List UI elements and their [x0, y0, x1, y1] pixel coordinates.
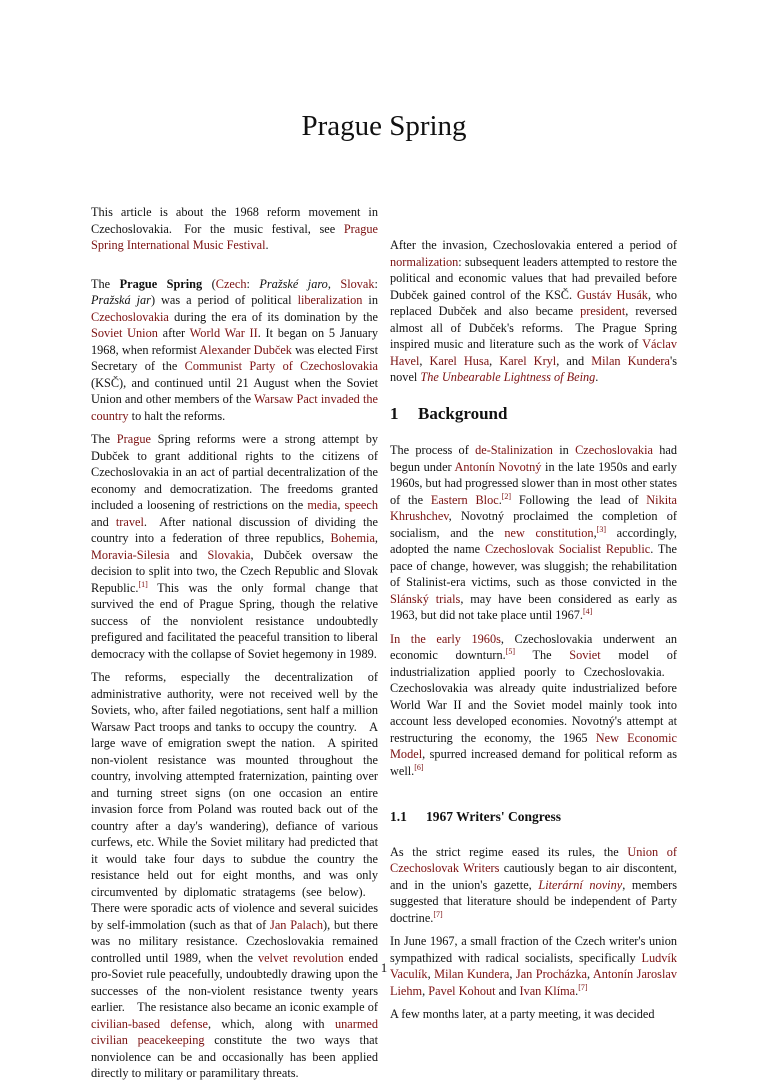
link-alexander-dubcek[interactable]: Alexander Dubček: [199, 342, 292, 357]
link-czechoslovakia-2[interactable]: Czechoslovakia: [575, 443, 653, 457]
text: in the late 1950s and early 1960s, but had progressed slower than in most other states of the: [390, 459, 677, 507]
link-normalization[interactable]: normalization: [390, 254, 459, 269]
economy-paragraph: [390, 631, 677, 780]
text: : subsequent leaders attempted to restore the political and economic values that had prevailed before Dubček gained control of the KSČ.: [390, 254, 677, 302]
italic-term: Pražské jaro: [259, 276, 328, 291]
text: The process of: [390, 443, 476, 457]
text: ,: [337, 498, 345, 512]
text: constitute the two ways that nonviolence can be and occasionally has been applied directly to military or paramilitary threats.: [91, 1033, 379, 1080]
section-title: Background: [418, 403, 508, 423]
link-invaded-the-country[interactable]: invaded the country: [91, 392, 379, 423]
link-slansky-trials[interactable]: Slánský trials: [390, 591, 461, 606]
link-velvet-revolution[interactable]: velvet revolution: [257, 950, 344, 965]
link-de-stalinization[interactable]: de-Stalinization: [475, 443, 553, 457]
link-union-of-writers[interactable]: Union of Czechoslovak Writers: [390, 844, 678, 875]
page-title: Prague Spring: [301, 110, 467, 142]
link-travel[interactable]: travel: [115, 514, 144, 529]
text: ,: [327, 276, 341, 291]
link-milan-kundera-2[interactable]: Milan Kundera: [434, 967, 510, 981]
link-antonin-jaroslav-liehm[interactable]: Antonín Jaroslav Liehm: [390, 967, 677, 998]
citation-7[interactable]: [7]: [433, 909, 443, 919]
citation-1[interactable]: [1]: [138, 579, 148, 589]
text: (: [202, 276, 216, 291]
link-karel-kryl[interactable]: Karel Kryl: [499, 353, 557, 368]
text: , which, along with: [207, 1016, 335, 1031]
text: A few months later, at a party meeting, it was decided: [390, 1007, 655, 1021]
link-slovak[interactable]: Slovak: [340, 276, 375, 291]
link-warsaw-pact[interactable]: Warsaw Pact: [254, 392, 318, 406]
link-vaclav-havel[interactable]: Václav Havel: [390, 337, 677, 368]
few-months-paragraph: [390, 1006, 677, 1023]
link-eastern-bloc[interactable]: Eastern Bloc: [430, 492, 499, 507]
text: , reversed almost all of Dubček's reforms. The Prague Spring inspired music and literature such as the work of: [390, 304, 677, 351]
text: . After national discussion of dividing the country into a federation of three republics,: [91, 514, 378, 545]
text: in: [552, 443, 576, 457]
link-gustav-husak[interactable]: Gustáv Husák: [576, 287, 648, 302]
link-unarmed-civilian-peacekeeping[interactable]: unarmed civilian peacekeeping: [91, 1016, 378, 1047]
text: After the invasion, Czechoslovakia entered a period of: [390, 238, 677, 252]
link-ivan-klima[interactable]: Ivan Klíma: [519, 983, 576, 998]
resistance-paragraph: [91, 669, 378, 1082]
subsection-number: 1.1: [390, 809, 407, 824]
section-number: 1: [390, 403, 399, 423]
text: Following the lead of: [511, 492, 647, 507]
text: The: [91, 276, 120, 291]
text: during the era of its domination by the: [168, 309, 378, 324]
text: , who replaced Dubček and also became: [390, 287, 677, 318]
text: and: [169, 547, 208, 562]
text: In June 1967, a small fraction of the Czech writer's union sympathized with radical socialists, specifically: [390, 934, 677, 965]
text: cautiously began to air discontent, and in the union's gazette,: [390, 861, 677, 892]
text: ,: [422, 983, 429, 998]
link-czechoslovak-socialist-republic[interactable]: Czechoslovak Socialist Republic: [484, 542, 651, 556]
text: 's novel: [390, 353, 677, 384]
left-column: [91, 204, 378, 1089]
italic-term: Pražská jar: [91, 293, 151, 307]
citation-6[interactable]: [6]: [414, 762, 424, 772]
text: , and: [556, 353, 592, 368]
link-soviet-union[interactable]: Soviet Union: [91, 326, 158, 340]
citation-7b[interactable]: [7]: [578, 982, 588, 992]
destalinization-paragraph: [390, 442, 677, 624]
link-ludvik-vaculik[interactable]: Ludvík Vaculík: [390, 950, 677, 981]
link-nikita-khrushchev[interactable]: Nikita Khrushchev: [390, 492, 678, 523]
text: ,: [419, 353, 430, 368]
text: accordingly, adopted the name: [390, 525, 677, 556]
text: The: [91, 432, 117, 446]
text: ,: [427, 967, 435, 981]
link-president[interactable]: president: [580, 304, 626, 318]
text: ,: [587, 967, 593, 981]
text: . The pace of change, however, was sluggish; the rehabilitation of Stalinist-era victims, such as those convicted in the: [390, 542, 677, 589]
link-jan-prochazka[interactable]: Jan Procházka: [515, 967, 587, 981]
text: , Novotný proclaimed the completion of socialism, and the: [390, 509, 677, 540]
text: As the strict regime eased its rules, the: [390, 844, 628, 859]
link-early-1960s[interactable]: In the early 1960s: [390, 631, 501, 646]
link-bohemia[interactable]: Bohemia: [330, 531, 375, 545]
link-czech[interactable]: Czech: [215, 276, 247, 291]
right-column-content: [390, 237, 677, 1030]
link-soviet[interactable]: Soviet: [569, 648, 601, 662]
text: :: [246, 276, 260, 291]
text: .: [498, 492, 502, 507]
link-pavel-kohout[interactable]: Pavel Kohout: [428, 983, 496, 998]
link-czechoslovakia[interactable]: Czechoslovakia: [91, 309, 169, 324]
text: .: [575, 983, 579, 998]
text: Spring reforms were a strong attempt by Dubček to grant additional rights to the citizens of Czechoslovakia in an act of partial decentralization of the economy and democratization. The freedoms granted included a loosening of restrictions on the: [91, 432, 378, 512]
link-media[interactable]: media: [307, 498, 338, 512]
hatnote: [91, 204, 378, 254]
text: The: [515, 648, 570, 662]
link-karel-husa[interactable]: Karel Husa: [429, 353, 490, 368]
link-jan-palach[interactable]: Jan Palach: [270, 917, 323, 932]
link-civilian-based-defense[interactable]: civilian-based defense: [91, 1016, 208, 1031]
text: ), but there was no military resistance. Czechoslovakia remained controlled until 1989, when the: [91, 917, 379, 965]
text: in: [362, 293, 378, 307]
invasion-paragraph: [390, 237, 677, 386]
link-communist-party[interactable]: Communist Party of Czechoslovakia: [184, 359, 378, 373]
text: , members suggested that literature should be independent of Party doctrine.: [390, 877, 677, 925]
text: .: [595, 370, 599, 384]
link-literarni-noviny[interactable]: Literární noviny: [538, 877, 623, 892]
text: model of industrialization applied poorly to Czechoslovakia. Czechoslovakia was already quite industrialized before World War II and the Soviet model mainly took into account less developed economies. Novotný's attempt at restructuring the economy, the 1965: [390, 648, 677, 745]
text: ended pro-Soviet rule peacefully, undoubtedly drawing upon the successes of the non-violent resistance twenty years earlier. The resistance also became an iconic example of: [91, 950, 378, 1014]
text: , spurred increased demand for political reform as well.: [390, 747, 677, 778]
link-new-economic-model[interactable]: New Economic Model: [390, 730, 677, 761]
citation-5[interactable]: [5]: [505, 646, 516, 656]
reforms-paragraph: [91, 431, 378, 662]
citation-3[interactable]: [3]: [596, 524, 606, 534]
hatnote-text: This article is about the 1968 reform movement in Czechoslovakia. For the music festival, see: [91, 205, 378, 236]
citation-2[interactable]: [2]: [501, 491, 512, 501]
text: ,: [593, 525, 597, 540]
text: The reforms, especially the decentralization of administrative authority, were not received well by the Soviets, who, after failed negotiations, sent half a million Warsaw Pact troops and tanks to occupy the country. A large wave of emigration swept the nation. A spirited non-violent resistance was mounted throughout the country, involving attempted fraternization, painting over and turning street signs (on one occasion an entire invasion force from Poland was routed back out of the country after a day's wandering), defiance of various curfews, etc. While the Soviet military had predicted that it would take four days to subdue the country the resistance held out for eight months, and was only circumvented by diplomatic stratagems (see below). There were sporadic acts of violence and several suicides by self-immolation (such as that of: [91, 670, 378, 932]
text: :: [374, 276, 378, 291]
bold-term: Prague Spring: [119, 276, 203, 291]
writers-paragraph: [390, 844, 677, 927]
link-new-constitution[interactable]: new constitution: [504, 525, 594, 540]
link-speech[interactable]: speech: [344, 498, 378, 512]
citation-4[interactable]: [4]: [582, 606, 593, 616]
text: ,: [374, 531, 378, 545]
intro-paragraph: [91, 276, 378, 425]
text: ,: [489, 353, 500, 368]
text: , Czechoslovakia underwent an economic downturn.: [390, 631, 677, 662]
text: and: [495, 983, 520, 998]
link-slovakia[interactable]: Slovakia: [207, 547, 251, 562]
text: to halt the reforms.: [128, 408, 226, 423]
text: ) was a period of political: [150, 293, 298, 307]
page-number: 1: [380, 960, 388, 975]
text: and: [91, 514, 116, 529]
link-antonin-novotny[interactable]: Antonín Novotný: [454, 459, 542, 474]
link-music-festival[interactable]: Prague Spring International Music Festival: [91, 221, 378, 252]
link-liberalization[interactable]: liberalization: [297, 293, 363, 307]
text: after: [157, 326, 190, 340]
text: . It began on 5 January 1968, when reformist: [91, 326, 378, 357]
text: This was the only formal change that survived the end of Prague Spring, though the relative success of the nonviolent resistance undoubtedly prefigured and facilitated the peaceful transition to liberal democracy with the collapse of Soviet hegemony in 1989.: [91, 580, 378, 661]
link-unbearable-lightness[interactable]: The Unbearable Lightness of Being: [420, 370, 596, 384]
text: ,: [509, 967, 516, 981]
text: (KSČ), and continued until 21 August when the Soviet Union and other members of the: [91, 375, 378, 406]
section-heading-background: [390, 403, 677, 423]
link-milan-kundera[interactable]: Milan Kundera: [591, 353, 670, 368]
subsection-title: 1967 Writers' Congress: [426, 809, 561, 824]
text: had begun under: [390, 443, 677, 474]
text: was elected First Secretary of the: [91, 342, 379, 373]
text: , may have been considered as early as 1963, but did not take place until 1967.: [390, 591, 677, 622]
link-world-war-ii[interactable]: World War II: [189, 326, 258, 340]
link-moravia-silesia[interactable]: Moravia-Silesia: [91, 547, 170, 562]
text: , Dubček oversaw the decision to split into two, the Czech Republic and Slovak Republic.: [91, 547, 378, 595]
link-prague[interactable]: Prague: [116, 432, 151, 446]
subsection-heading-writers-congress: [390, 809, 677, 826]
hatnote-text: .: [265, 238, 269, 252]
